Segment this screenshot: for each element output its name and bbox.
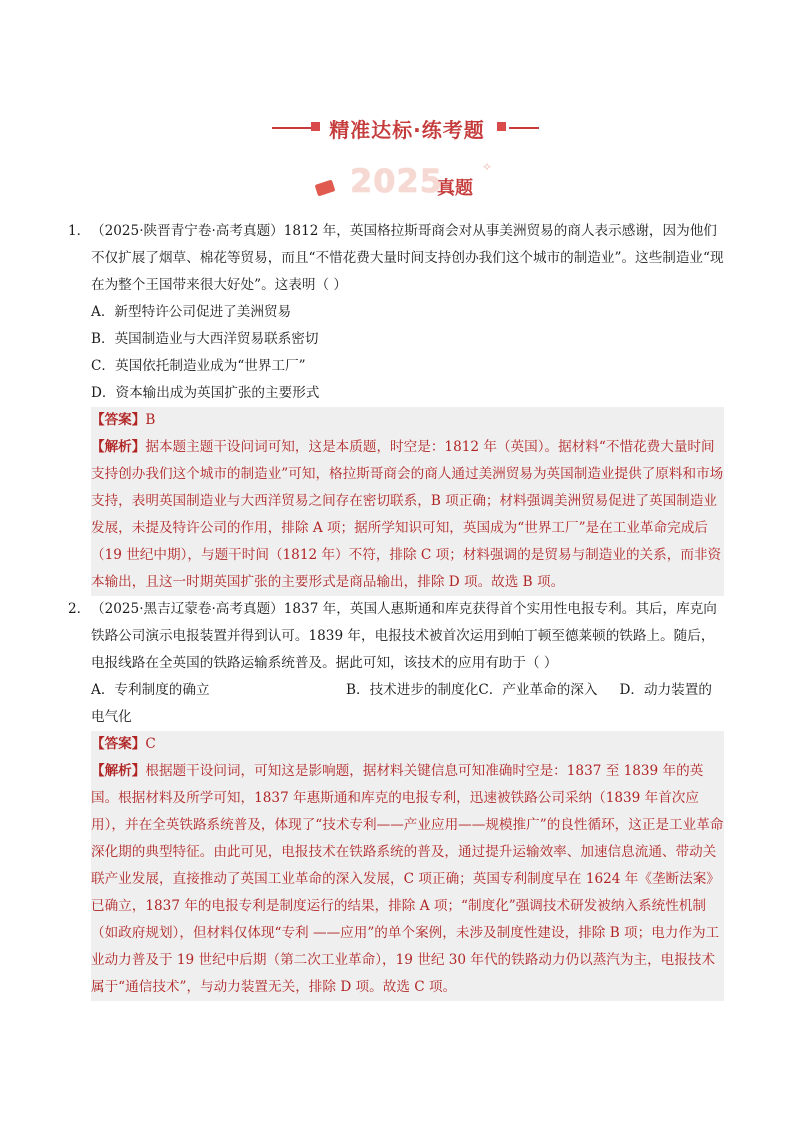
question-number: 2． [68,601,91,617]
analysis-tag: 【解析】 [91,763,146,779]
flag-icon [315,180,336,197]
option-b: B．英国制造业与大西洋贸易联系密切 [91,331,319,347]
header-rule-left [272,127,314,129]
answer-block [91,731,724,758]
question-stem [68,596,724,677]
badge-year: 2025 [350,162,444,200]
option-d: D．资本输出成为英国扩张的主要形式 [91,385,320,401]
option-a: A．新型特许公司促进了美洲贸易 [91,304,292,320]
option-d: D．动力装置的电气化 [91,682,712,725]
analysis-text: 据本题主题干设问词可知，这是本质题，时空是：1812 年（英国）。据材料“不惜花费大量时间支持创办我们这个城市的制造业”可知，格拉斯哥商会的商人通过美洲贸易为英国制造业提供了原料和市场支持，表明英国制造业与大西洋贸易之间存在密切联系，B 项正确；材料强调美洲贸易促进了英国制造业发展，未提及特许公司的作用，排除 A 项；据所学知识可知，英国成为“世界工厂”是在工业革命完成后（19 世纪中期），与题干时间（1812 年）不符，排除 C 项；材料强调的是贸易与制造业的关系，而非资本输出，且这一时期英国扩张的主要形式是商品输出，排除 D 项。故选 B 项。 [91,439,724,590]
answer-value: B [145,412,156,428]
year-badge [312,160,502,202]
question-1 [68,218,724,596]
analysis-block [91,758,724,1001]
section-title: 精准达标·练考题 [329,118,485,142]
question-list [68,218,724,1001]
header-square-right [497,122,506,131]
header-square-left [311,122,320,131]
option-c: C．英国依托制造业成为“世界工厂” [91,358,306,374]
analysis-tag: 【解析】 [91,439,146,455]
badge-label: 真题 [437,178,473,199]
option-row [68,677,724,731]
question-text: （2025·黑吉辽蒙卷·高考真题）1837 年，英国人惠斯通和库克获得首个实用性电报专利。其后，库克向铁路公司演示电报装置并得到认可。1839 年，电报技术被首次运用到帕丁顿至德莱顿的铁路上。随后，电报线路在全英国的铁路运输系统普及。据此可知，该技术的应用有助于（ ） [91,601,717,671]
section-header [0,112,794,144]
header-rule-right [509,127,539,129]
analysis-text: 根据题干设问词，可知这是影响题，据材料关键信息可知准确时空是：1837 至 1839 年的英国。根据材料及所学可知，1837 年惠斯通和库克的电报专利，迅速被铁路公司采纳（1839 年首次应用），并在全英铁路系统普及，体现了“技术专利——产业应用——规模推广”的良性循环，这正是工业革命深化期的典型特征。由此可见，电报技术在铁路系统的普及，通过提升运输效率、加速信息流通、带动关联产业发展，直接推动了英国工业革命的深入发展，C 项正确；英国专利制度早在 1624 年《垄断法案》已确立，1837 年的电报专利是制度运行的结果，排除 A 项；“制度化”强调技术研发被纳入系统性机制（如政府规划），但材料仅体现“专利 ——应用”的单个案例，未涉及制度性建设，排除 B 项；电力作为工业动力普及于 19 世纪中后期（第二次工业革命），19 世纪 30 年代的铁路动力仍以蒸汽为主，电报技术属于“通信技术”，与动力装置无关，排除 D 项。故选 C 项。 [91,763,724,995]
option-c: C．产业革命的深入 [478,682,598,698]
option-b: B．技术进步的制度化 [346,682,479,698]
answer-block [91,407,724,434]
option-a: A．专利制度的确立 [91,682,210,698]
answer-value: C [145,736,156,752]
answer-tag: 【答案】 [91,412,146,428]
question-stem [68,218,724,299]
sparkle-icon: ✧ [482,160,493,174]
question-2 [68,596,724,1001]
answer-tag: 【答案】 [91,736,146,752]
question-text: （2025·陕晋青宁卷·高考真题）1812 年，英国格拉斯哥商会对从事美洲贸易的商人表示感谢，因为他们不仅扩展了烟草、棉花等贸易，而且“不惜花费大量时间支持创办我们这个城市的制造业”。这些制造业“现在为整个王国带来很大好处”。这表明（ ） [91,223,724,293]
analysis-block [91,434,724,596]
question-number: 1． [68,223,91,239]
